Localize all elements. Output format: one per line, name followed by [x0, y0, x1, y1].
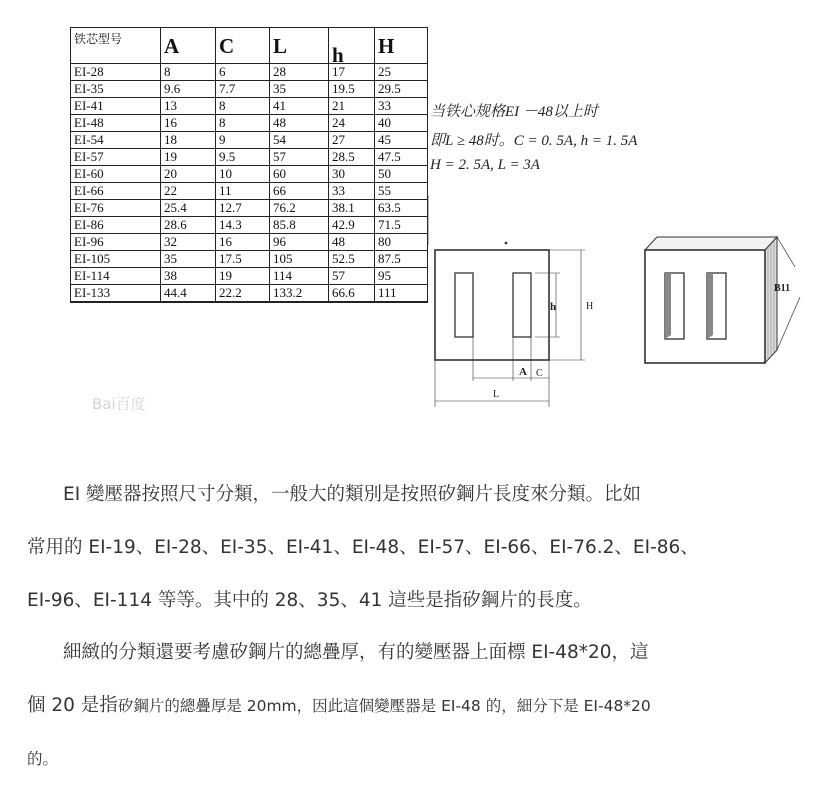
- dimension-cell: 32: [161, 234, 216, 251]
- table-row: [71, 81, 428, 98]
- dimension-cell: 42.9: [329, 217, 375, 234]
- core-model-cell: EI-41: [71, 98, 161, 115]
- dimension-cell: 28.5: [329, 149, 375, 166]
- table-row: [71, 149, 428, 166]
- dimension-cell: 19: [216, 268, 270, 285]
- table-header-row: [71, 28, 428, 64]
- core-model-cell: EI-57: [71, 149, 161, 166]
- formula-line-2: 即L ≥ 48时。C = 0. 5A, h = 1. 5A: [430, 133, 638, 149]
- core-model-cell: EI-96: [71, 234, 161, 251]
- dimension-cell: 111: [375, 285, 428, 303]
- dimension-cell: 85.8: [270, 217, 329, 234]
- dimension-cell: 22: [161, 183, 216, 200]
- dimension-cell: 22.2: [216, 285, 270, 303]
- dimension-cell: 12.7: [216, 200, 270, 217]
- left-window: [455, 273, 473, 337]
- iso-view: [645, 237, 800, 363]
- dimension-cell: 30: [329, 166, 375, 183]
- dimension-cell: 114: [270, 268, 329, 285]
- dimension-cell: 66.6: [329, 285, 375, 303]
- dimension-cell: 55: [375, 183, 428, 200]
- dimension-cell: 44.4: [161, 285, 216, 303]
- table-row: [71, 166, 428, 183]
- label-c: C: [536, 368, 543, 379]
- core-model-cell: EI-35: [71, 81, 161, 98]
- dimension-cell: 71.5: [375, 217, 428, 234]
- dimension-cell: 80: [375, 234, 428, 251]
- dimension-cell: 17: [329, 64, 375, 81]
- table-row: [71, 183, 428, 200]
- right-window: [513, 273, 531, 337]
- core-model-cell: EI-66: [71, 183, 161, 200]
- dimension-cell: 7.7: [216, 81, 270, 98]
- core-model-cell: EI-86: [71, 217, 161, 234]
- dimension-cell: 6: [216, 64, 270, 81]
- paragraph-1-line-1: EI 變壓器按照尺寸分類，一般大的類別是按照矽鋼片長度來分類。比如: [63, 484, 642, 505]
- label-a: A: [519, 366, 527, 378]
- dimension-cell: 38.1: [329, 200, 375, 217]
- dimension-cell: 60: [270, 166, 329, 183]
- dimension-cell: 47.5: [375, 149, 428, 166]
- dimension-cell: 19: [161, 149, 216, 166]
- dimension-cell: 18: [161, 132, 216, 149]
- dimension-cell: 10: [216, 166, 270, 183]
- header-a: A: [161, 28, 216, 64]
- paragraph-1-line-3: EI-96、EI-114 等等。其中的 28、35、41 這些是指矽鋼片的長度。: [27, 590, 592, 611]
- core-outline: [435, 250, 549, 360]
- label-l: L: [493, 389, 500, 400]
- dimension-cell: 33: [329, 183, 375, 200]
- ei-core-drawing: [425, 185, 820, 415]
- core-spec-table: [70, 27, 428, 303]
- header-core-model: 铁芯型号: [71, 28, 161, 64]
- header-c: C: [216, 28, 270, 64]
- core-model-cell: EI-60: [71, 166, 161, 183]
- core-model-cell: EI-28: [71, 64, 161, 81]
- dimension-cell: 48: [329, 234, 375, 251]
- header-l: L: [270, 28, 329, 64]
- dimension-cell: 95: [375, 268, 428, 285]
- table-row: [71, 217, 428, 234]
- table-row: [71, 268, 428, 285]
- table-row: [71, 251, 428, 268]
- core-model-cell: EI-54: [71, 132, 161, 149]
- paragraph-2-line-1: 細緻的分類還要考慮矽鋼片的總疊厚，有的變壓器上面標 EI-48*20，這: [63, 642, 649, 663]
- baidu-watermark: Bai百度: [92, 395, 146, 413]
- dimension-cell: 28: [270, 64, 329, 81]
- header-h-upper: H: [375, 28, 428, 64]
- table-row: [71, 98, 428, 115]
- dimension-cell: 16: [161, 115, 216, 132]
- dimension-cell: 8: [216, 115, 270, 132]
- dimension-cell: 54: [270, 132, 329, 149]
- dimension-cell: 40: [375, 115, 428, 132]
- dimension-cell: 105: [270, 251, 329, 268]
- paragraph-2-line-2: 個 20 是指矽鋼片的總疊厚是 20mm，因此這個變壓器是 EI-48 的，細分下是 EI-48*20: [27, 695, 651, 716]
- dimension-cell: 27: [329, 132, 375, 149]
- dimension-cell: 17.5: [216, 251, 270, 268]
- formula-line-1: 当铁心规格EI －48以上时: [430, 104, 598, 120]
- paragraph-1: [27, 468, 807, 627]
- core-model-cell: EI-105: [71, 251, 161, 268]
- dimension-cell: 33: [375, 98, 428, 115]
- table-row: [71, 234, 428, 251]
- dimension-cell: 11: [216, 183, 270, 200]
- paragraph-2: [27, 626, 807, 786]
- paragraph-1-line-2: 常用的 EI-19、EI-28、EI-35、EI-41、EI-48、EI-57、EI-66、EI-76.2、EI-86、: [27, 537, 699, 558]
- label-b11: B11: [774, 283, 791, 294]
- core-model-cell: EI-48: [71, 115, 161, 132]
- table-row: [71, 115, 428, 132]
- dimension-cell: 19.5: [329, 81, 375, 98]
- dimension-cell: 25.4: [161, 200, 216, 217]
- dimension-cell: 41: [270, 98, 329, 115]
- dimension-cell: 52.5: [329, 251, 375, 268]
- dimension-cell: 76.2: [270, 200, 329, 217]
- dimension-cell: 9.6: [161, 81, 216, 98]
- dimension-cell: 66: [270, 183, 329, 200]
- table-row: [71, 285, 428, 303]
- dimension-cell: 9.5: [216, 149, 270, 166]
- formula-line-3: H = 2. 5A, L = 3A: [430, 157, 540, 173]
- core-model-cell: EI-114: [71, 268, 161, 285]
- dimension-cell: 9: [216, 132, 270, 149]
- header-h-lower: h: [329, 28, 375, 64]
- dimension-cell: 50: [375, 166, 428, 183]
- table-row: [71, 64, 428, 81]
- dimension-cell: 16: [216, 234, 270, 251]
- dimension-cell: 45: [375, 132, 428, 149]
- table-row: [71, 200, 428, 217]
- dimension-cell: 57: [329, 268, 375, 285]
- label-h-lower: h: [550, 301, 557, 313]
- dimension-cell: 20: [161, 166, 216, 183]
- dimension-cell: 133.2: [270, 285, 329, 303]
- dimension-cell: 87.5: [375, 251, 428, 268]
- front-view: [428, 195, 585, 407]
- dimension-cell: 57: [270, 149, 329, 166]
- dimension-cell: 63.5: [375, 200, 428, 217]
- dimension-cell: 29.5: [375, 81, 428, 98]
- dimension-cell: 96: [270, 234, 329, 251]
- label-h-upper: H: [586, 301, 594, 312]
- dimension-cell: 25: [375, 64, 428, 81]
- dimension-cell: 8: [161, 64, 216, 81]
- dimension-cell: 21: [329, 98, 375, 115]
- table-row: [71, 132, 428, 149]
- dimension-cell: 38: [161, 268, 216, 285]
- dimension-cell: 13: [161, 98, 216, 115]
- dimension-cell: 35: [270, 81, 329, 98]
- paragraph-2-line-3: 的。: [27, 750, 59, 768]
- dimension-cell: 48: [270, 115, 329, 132]
- core-model-cell: EI-133: [71, 285, 161, 303]
- dimension-cell: 35: [161, 251, 216, 268]
- core-model-cell: EI-76: [71, 200, 161, 217]
- dimension-cell: 28.6: [161, 217, 216, 234]
- dimension-cell: 8: [216, 98, 270, 115]
- dimension-cell: 14.3: [216, 217, 270, 234]
- dimension-cell: 24: [329, 115, 375, 132]
